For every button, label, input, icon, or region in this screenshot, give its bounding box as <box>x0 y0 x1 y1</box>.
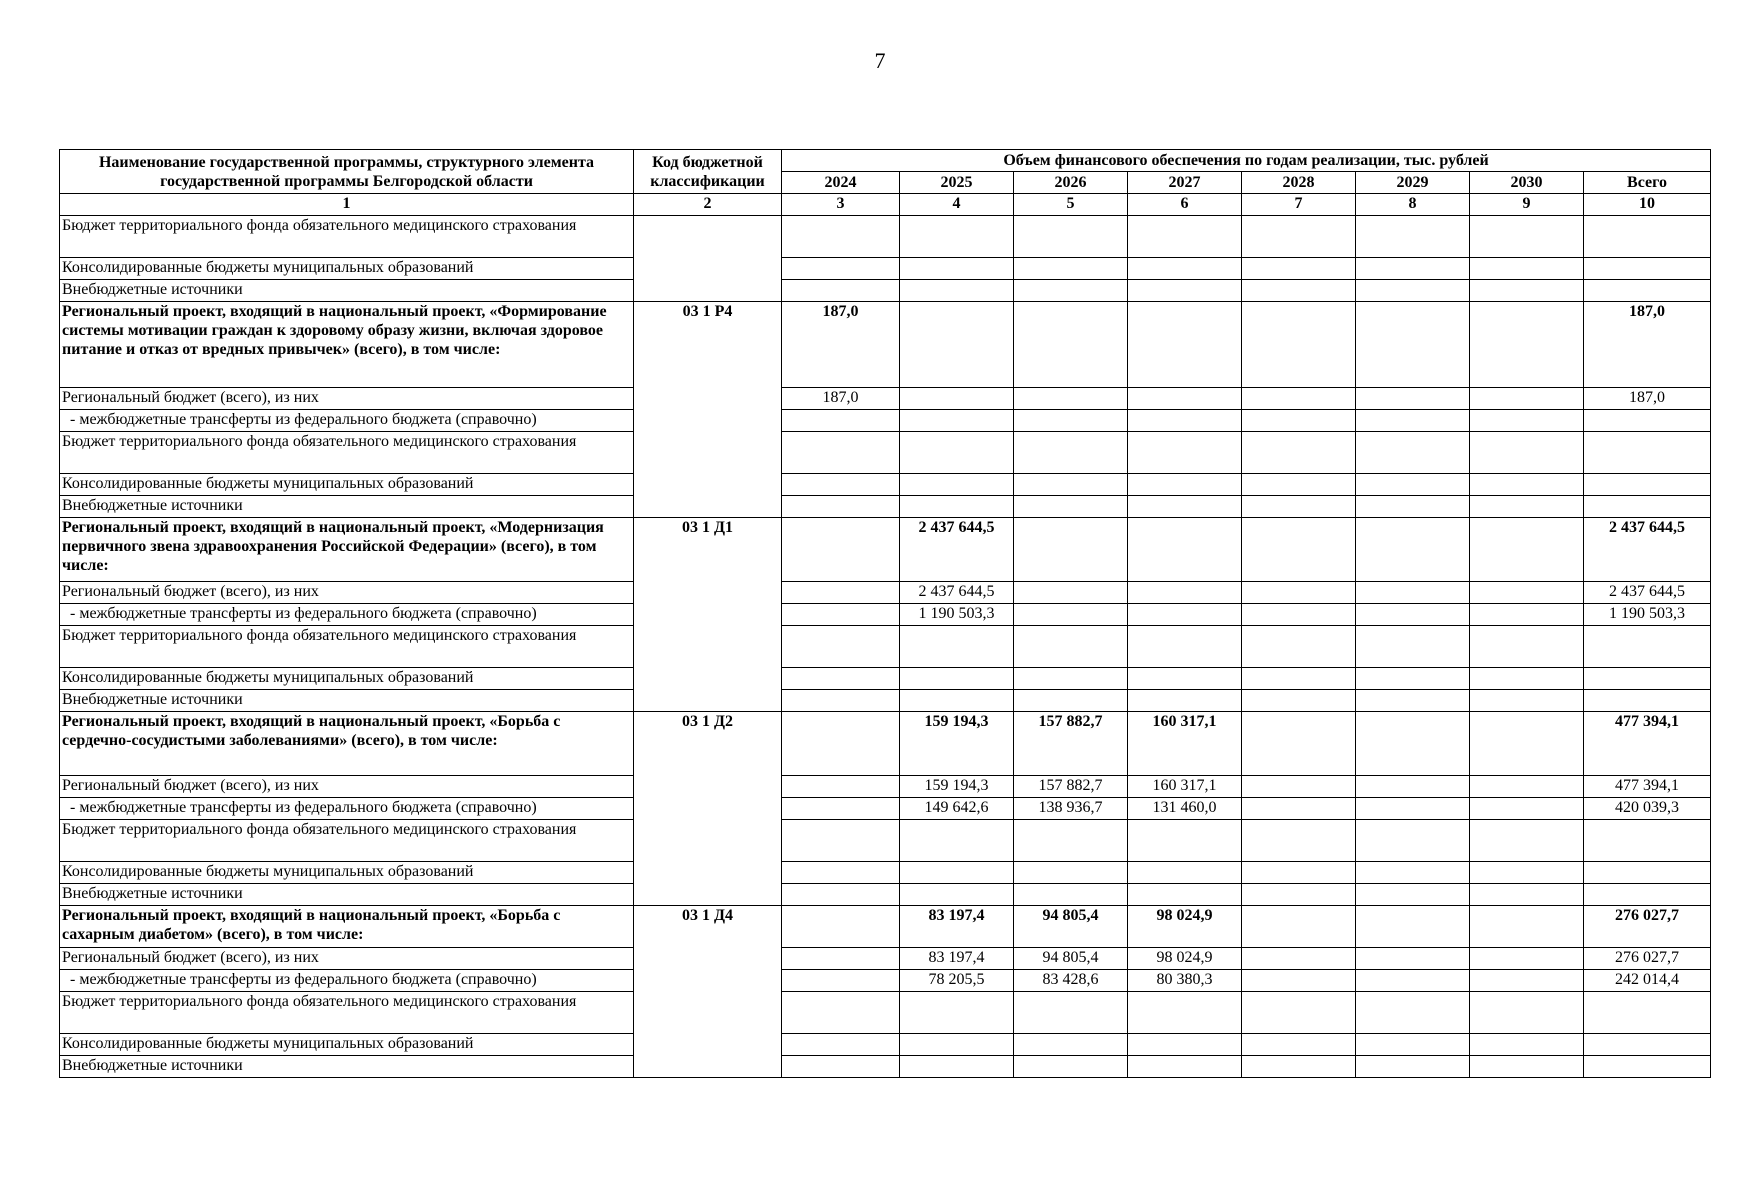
value-cell: 157 882,7 <box>1014 776 1128 798</box>
row-name: Бюджет территориального фонда обязательного медицинского страхования <box>60 216 634 258</box>
value-cell: 160 317,1 <box>1128 776 1242 798</box>
header-year: 2024 <box>782 172 900 194</box>
table-row <box>60 604 1711 626</box>
table-row <box>60 1034 1711 1056</box>
value-cell <box>900 690 1014 712</box>
value-cell <box>1470 948 1584 970</box>
table-row <box>60 776 1711 798</box>
value-cell <box>1014 474 1128 496</box>
total-cell: 477 394,1 <box>1584 712 1711 776</box>
value-cell <box>782 668 900 690</box>
total-cell <box>1584 496 1711 518</box>
value-cell <box>1128 690 1242 712</box>
value-cell <box>900 258 1014 280</box>
value-cell <box>782 582 900 604</box>
value-cell <box>1356 690 1470 712</box>
value-cell <box>1242 668 1356 690</box>
header-year: 2030 <box>1470 172 1584 194</box>
value-cell <box>1356 992 1470 1034</box>
value-cell <box>1470 1056 1584 1078</box>
total-cell: 1 190 503,3 <box>1584 604 1711 626</box>
value-cell <box>1014 302 1128 388</box>
value-cell <box>1470 798 1584 820</box>
table-row <box>60 258 1711 280</box>
value-cell <box>1242 496 1356 518</box>
value-cell: 98 024,9 <box>1128 906 1242 948</box>
row-name: Внебюджетные источники <box>60 280 634 302</box>
value-cell <box>1356 432 1470 474</box>
value-cell <box>782 626 900 668</box>
total-cell <box>1584 884 1711 906</box>
total-cell: 477 394,1 <box>1584 776 1711 798</box>
table-row <box>60 992 1711 1034</box>
value-cell <box>1014 992 1128 1034</box>
value-cell <box>1356 1034 1470 1056</box>
value-cell: 2 437 644,5 <box>900 518 1014 582</box>
row-name: Консолидированные бюджеты муниципальных образований <box>60 862 634 884</box>
value-cell <box>1356 582 1470 604</box>
value-cell <box>1356 410 1470 432</box>
value-cell <box>1128 668 1242 690</box>
value-cell <box>782 948 900 970</box>
table-row <box>60 582 1711 604</box>
value-cell <box>1242 798 1356 820</box>
table-row <box>60 906 1711 948</box>
value-cell <box>1242 518 1356 582</box>
value-cell <box>1128 582 1242 604</box>
value-cell <box>1470 626 1584 668</box>
column-number: 1 <box>60 194 634 216</box>
budget-code: 03 1 Д4 <box>634 906 782 1078</box>
total-cell: 242 014,4 <box>1584 970 1711 992</box>
value-cell <box>1356 258 1470 280</box>
value-cell <box>782 862 900 884</box>
table-row <box>60 948 1711 970</box>
value-cell: 149 642,6 <box>900 798 1014 820</box>
value-cell <box>1014 1056 1128 1078</box>
table-row <box>60 216 1711 258</box>
value-cell <box>1470 820 1584 862</box>
value-cell: 160 317,1 <box>1128 712 1242 776</box>
total-cell <box>1584 1056 1711 1078</box>
column-number: 3 <box>782 194 900 216</box>
value-cell <box>900 820 1014 862</box>
value-cell <box>1470 302 1584 388</box>
row-name: Консолидированные бюджеты муниципальных образований <box>60 258 634 280</box>
table-row <box>60 820 1711 862</box>
value-cell <box>782 474 900 496</box>
row-name: Консолидированные бюджеты муниципальных образований <box>60 1034 634 1056</box>
value-cell <box>1356 668 1470 690</box>
value-cell <box>1014 626 1128 668</box>
value-cell <box>1356 862 1470 884</box>
value-cell <box>1128 432 1242 474</box>
header-name: Наименование государственной программы, структурного элемента государственной программы Белгородской области <box>60 150 634 194</box>
value-cell <box>1470 410 1584 432</box>
row-name: Региональный проект, входящий в национальный проект, «Борьба с сердечно-сосудистыми заболеваниями» (всего), в том числе: <box>60 712 634 776</box>
table-row <box>60 668 1711 690</box>
row-name: Консолидированные бюджеты муниципальных образований <box>60 474 634 496</box>
value-cell <box>900 410 1014 432</box>
value-cell <box>1356 712 1470 776</box>
value-cell <box>1242 388 1356 410</box>
table-row <box>60 690 1711 712</box>
value-cell <box>1356 604 1470 626</box>
value-cell <box>900 668 1014 690</box>
page-number: 7 <box>874 48 886 73</box>
value-cell <box>1014 258 1128 280</box>
row-name: Региональный проект, входящий в национальный проект, «Модернизация первичного звена здравоохранения Российской Федерации» (всего), в том числе: <box>60 518 634 582</box>
value-cell <box>1242 948 1356 970</box>
value-cell <box>782 884 900 906</box>
column-number: 10 <box>1584 194 1711 216</box>
total-cell <box>1584 690 1711 712</box>
value-cell: 94 805,4 <box>1014 906 1128 948</box>
value-cell <box>1470 280 1584 302</box>
budget-code: 03 1 Р4 <box>634 302 782 518</box>
value-cell <box>1242 216 1356 258</box>
value-cell <box>1470 862 1584 884</box>
value-cell <box>782 820 900 862</box>
value-cell <box>1242 970 1356 992</box>
value-cell <box>1470 970 1584 992</box>
value-cell <box>782 518 900 582</box>
row-name: Консолидированные бюджеты муниципальных образований <box>60 668 634 690</box>
table-row <box>60 432 1711 474</box>
value-cell <box>1128 302 1242 388</box>
value-cell <box>1014 280 1128 302</box>
value-cell <box>1356 280 1470 302</box>
row-name: - межбюджетные трансферты из федерального бюджета (справочно) <box>60 604 634 626</box>
row-name: Бюджет территориального фонда обязательного медицинского страхования <box>60 432 634 474</box>
value-cell: 98 024,9 <box>1128 948 1242 970</box>
column-number: 8 <box>1356 194 1470 216</box>
value-cell <box>1470 906 1584 948</box>
value-cell <box>1128 626 1242 668</box>
column-number: 4 <box>900 194 1014 216</box>
value-cell <box>1128 992 1242 1034</box>
table-row <box>60 626 1711 668</box>
column-number: 7 <box>1242 194 1356 216</box>
value-cell <box>1242 906 1356 948</box>
total-cell <box>1584 1034 1711 1056</box>
value-cell <box>1470 496 1584 518</box>
value-cell <box>1242 474 1356 496</box>
value-cell: 159 194,3 <box>900 712 1014 776</box>
value-cell <box>1128 884 1242 906</box>
row-name: Внебюджетные источники <box>60 690 634 712</box>
value-cell <box>1470 582 1584 604</box>
value-cell <box>782 604 900 626</box>
value-cell <box>1242 1034 1356 1056</box>
value-cell <box>1014 1034 1128 1056</box>
row-name: Бюджет территориального фонда обязательного медицинского страхования <box>60 992 634 1034</box>
value-cell <box>1242 302 1356 388</box>
total-cell <box>1584 992 1711 1034</box>
table-row <box>60 302 1711 388</box>
value-cell <box>1356 884 1470 906</box>
table-row <box>60 280 1711 302</box>
value-cell <box>1356 776 1470 798</box>
row-name: Региональный бюджет (всего), из них <box>60 948 634 970</box>
header-year: 2025 <box>900 172 1014 194</box>
value-cell <box>1356 474 1470 496</box>
header-year: 2029 <box>1356 172 1470 194</box>
table-row <box>60 1056 1711 1078</box>
value-cell <box>1356 518 1470 582</box>
total-cell <box>1584 474 1711 496</box>
header-volume: Объем финансового обеспечения по годам реализации, тыс. рублей <box>782 150 1711 172</box>
value-cell <box>1014 820 1128 862</box>
value-cell <box>782 410 900 432</box>
value-cell: 159 194,3 <box>900 776 1014 798</box>
value-cell <box>1470 992 1584 1034</box>
table-row <box>60 884 1711 906</box>
value-cell <box>1014 582 1128 604</box>
value-cell <box>782 258 900 280</box>
value-cell <box>900 432 1014 474</box>
value-cell <box>1356 626 1470 668</box>
value-cell <box>1128 216 1242 258</box>
value-cell <box>1128 604 1242 626</box>
value-cell: 83 197,4 <box>900 906 1014 948</box>
total-cell: 276 027,7 <box>1584 906 1711 948</box>
value-cell <box>900 626 1014 668</box>
value-cell <box>782 906 900 948</box>
value-cell <box>1014 862 1128 884</box>
total-cell: 2 437 644,5 <box>1584 518 1711 582</box>
total-cell <box>1584 626 1711 668</box>
value-cell <box>1470 258 1584 280</box>
value-cell <box>1356 948 1470 970</box>
total-cell: 276 027,7 <box>1584 948 1711 970</box>
table-row <box>60 798 1711 820</box>
value-cell <box>1014 496 1128 518</box>
value-cell <box>1014 410 1128 432</box>
total-cell <box>1584 862 1711 884</box>
value-cell <box>1128 474 1242 496</box>
value-cell <box>782 216 900 258</box>
table-row <box>60 862 1711 884</box>
value-cell <box>1356 798 1470 820</box>
value-cell <box>1014 432 1128 474</box>
value-cell <box>782 1056 900 1078</box>
value-cell <box>1014 668 1128 690</box>
budget-code: 03 1 Д1 <box>634 518 782 712</box>
value-cell: 2 437 644,5 <box>900 582 1014 604</box>
value-cell <box>1128 496 1242 518</box>
value-cell <box>900 474 1014 496</box>
total-cell: 187,0 <box>1584 388 1711 410</box>
value-cell <box>1014 216 1128 258</box>
budget-code: 03 1 Д2 <box>634 712 782 906</box>
header-year: 2028 <box>1242 172 1356 194</box>
value-cell <box>1470 690 1584 712</box>
value-cell <box>1470 388 1584 410</box>
table-row <box>60 518 1711 582</box>
total-cell: 2 437 644,5 <box>1584 582 1711 604</box>
value-cell <box>1470 884 1584 906</box>
value-cell <box>1242 626 1356 668</box>
row-name: Внебюджетные источники <box>60 496 634 518</box>
value-cell: 80 380,3 <box>1128 970 1242 992</box>
row-name: Внебюджетные источники <box>60 884 634 906</box>
value-cell <box>1014 690 1128 712</box>
value-cell <box>1242 776 1356 798</box>
value-cell <box>1356 820 1470 862</box>
row-name: - межбюджетные трансферты из федерального бюджета (справочно) <box>60 798 634 820</box>
value-cell <box>1242 992 1356 1034</box>
table-row <box>60 388 1711 410</box>
value-cell: 187,0 <box>782 388 900 410</box>
total-cell <box>1584 280 1711 302</box>
value-cell: 83 428,6 <box>1014 970 1128 992</box>
value-cell: 78 205,5 <box>900 970 1014 992</box>
value-cell <box>1356 302 1470 388</box>
row-name: Региональный проект, входящий в национальный проект, «Формирование системы мотивации граждан к здоровому образу жизни, включая здоровое питание и отказ от вредных привычек» (всего), в том числе: <box>60 302 634 388</box>
row-name: Бюджет территориального фонда обязательного медицинского страхования <box>60 626 634 668</box>
column-number: 9 <box>1470 194 1584 216</box>
value-cell <box>1470 432 1584 474</box>
value-cell <box>782 690 900 712</box>
value-cell <box>1470 668 1584 690</box>
value-cell <box>1470 216 1584 258</box>
value-cell <box>1356 216 1470 258</box>
value-cell <box>1242 604 1356 626</box>
column-number: 6 <box>1128 194 1242 216</box>
value-cell <box>1014 884 1128 906</box>
header-code: Код бюджетной классификации <box>634 150 782 194</box>
value-cell <box>1242 884 1356 906</box>
total-cell <box>1584 820 1711 862</box>
value-cell: 94 805,4 <box>1014 948 1128 970</box>
total-cell <box>1584 410 1711 432</box>
row-name: Региональный бюджет (всего), из них <box>60 582 634 604</box>
value-cell <box>1128 280 1242 302</box>
total-cell: 187,0 <box>1584 302 1711 388</box>
row-name: Внебюджетные источники <box>60 1056 634 1078</box>
value-cell <box>1014 518 1128 582</box>
value-cell: 131 460,0 <box>1128 798 1242 820</box>
value-cell <box>1128 820 1242 862</box>
value-cell <box>1470 518 1584 582</box>
value-cell <box>1470 776 1584 798</box>
row-name: Региональный бюджет (всего), из них <box>60 388 634 410</box>
value-cell <box>782 970 900 992</box>
value-cell <box>782 776 900 798</box>
value-cell <box>900 862 1014 884</box>
header-total: Всего <box>1584 172 1711 194</box>
value-cell <box>1128 388 1242 410</box>
row-name: Региональный проект, входящий в национальный проект, «Борьба с сахарным диабетом» (всего), в том числе: <box>60 906 634 948</box>
column-number: 2 <box>634 194 782 216</box>
financing-table <box>59 149 1711 1078</box>
value-cell <box>1014 604 1128 626</box>
value-cell <box>900 992 1014 1034</box>
table-row <box>60 410 1711 432</box>
total-cell <box>1584 216 1711 258</box>
value-cell <box>1356 496 1470 518</box>
value-cell: 83 197,4 <box>900 948 1014 970</box>
value-cell <box>1356 388 1470 410</box>
value-cell <box>782 798 900 820</box>
value-cell <box>782 1034 900 1056</box>
code-cell <box>634 216 782 302</box>
value-cell <box>1128 862 1242 884</box>
total-cell: 420 039,3 <box>1584 798 1711 820</box>
value-cell <box>900 884 1014 906</box>
value-cell <box>1356 906 1470 948</box>
value-cell <box>900 1034 1014 1056</box>
value-cell <box>1242 862 1356 884</box>
table-row <box>60 474 1711 496</box>
value-cell <box>1356 1056 1470 1078</box>
value-cell: 157 882,7 <box>1014 712 1128 776</box>
value-cell <box>900 1056 1014 1078</box>
value-cell <box>1128 1034 1242 1056</box>
value-cell <box>1470 712 1584 776</box>
value-cell <box>1470 604 1584 626</box>
value-cell <box>1242 258 1356 280</box>
value-cell <box>782 432 900 474</box>
value-cell <box>782 496 900 518</box>
value-cell <box>900 302 1014 388</box>
table-row <box>60 970 1711 992</box>
value-cell: 1 190 503,3 <box>900 604 1014 626</box>
value-cell: 187,0 <box>782 302 900 388</box>
row-name: Бюджет территориального фонда обязательного медицинского страхования <box>60 820 634 862</box>
value-cell <box>1242 712 1356 776</box>
value-cell <box>900 216 1014 258</box>
value-cell <box>782 992 900 1034</box>
total-cell <box>1584 668 1711 690</box>
value-cell <box>900 388 1014 410</box>
value-cell <box>1242 410 1356 432</box>
value-cell <box>1356 970 1470 992</box>
total-cell <box>1584 432 1711 474</box>
value-cell <box>1470 474 1584 496</box>
row-name: Региональный бюджет (всего), из них <box>60 776 634 798</box>
header-year: 2026 <box>1014 172 1128 194</box>
row-name: - межбюджетные трансферты из федерального бюджета (справочно) <box>60 970 634 992</box>
value-cell <box>900 496 1014 518</box>
value-cell <box>1242 690 1356 712</box>
value-cell <box>1470 1034 1584 1056</box>
value-cell <box>1242 820 1356 862</box>
table-row <box>60 496 1711 518</box>
value-cell <box>1128 258 1242 280</box>
header-year: 2027 <box>1128 172 1242 194</box>
table-row <box>60 712 1711 776</box>
row-name: - межбюджетные трансферты из федерального бюджета (справочно) <box>60 410 634 432</box>
total-cell <box>1584 258 1711 280</box>
value-cell <box>1242 1056 1356 1078</box>
value-cell <box>1128 518 1242 582</box>
value-cell <box>900 280 1014 302</box>
value-cell <box>782 712 900 776</box>
value-cell <box>1128 1056 1242 1078</box>
value-cell <box>1128 410 1242 432</box>
table-body <box>60 216 1711 1078</box>
column-number: 5 <box>1014 194 1128 216</box>
value-cell <box>1242 280 1356 302</box>
value-cell <box>1242 582 1356 604</box>
value-cell: 138 936,7 <box>1014 798 1128 820</box>
value-cell <box>1014 388 1128 410</box>
value-cell <box>1242 432 1356 474</box>
value-cell <box>782 280 900 302</box>
